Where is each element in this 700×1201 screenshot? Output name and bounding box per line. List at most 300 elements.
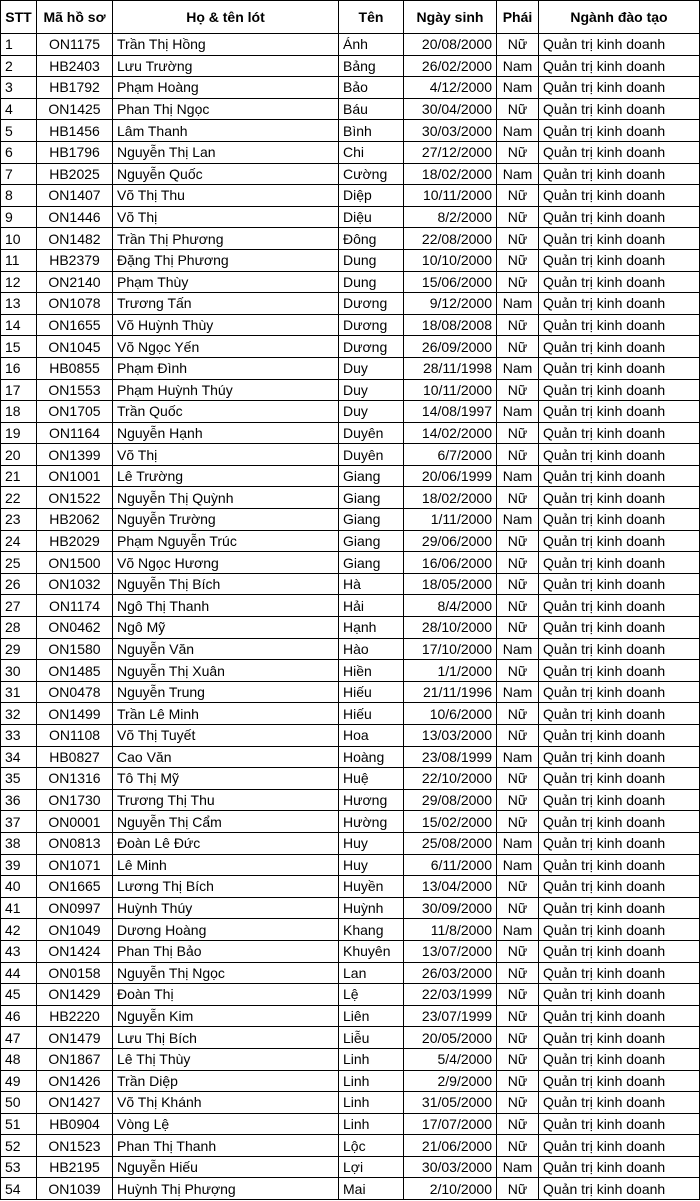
cell-record-code: ON1316 xyxy=(37,768,113,790)
cell-given-name: Đông xyxy=(339,228,404,250)
cell-major: Quản trị kinh doanh xyxy=(539,595,700,617)
cell-record-code: ON1523 xyxy=(37,1135,113,1157)
cell-record-code: ON1479 xyxy=(37,1027,113,1049)
cell-birth-date: 1/1/2000 xyxy=(404,660,497,682)
cell-major: Quản trị kinh doanh xyxy=(539,34,700,56)
cell-major: Quản trị kinh doanh xyxy=(539,703,700,725)
cell-record-code: HB1456 xyxy=(37,120,113,142)
cell-birth-date: 29/08/2000 xyxy=(404,789,497,811)
cell-given-name: Giang xyxy=(339,530,404,552)
cell-gender: Nữ xyxy=(497,573,539,595)
cell-birth-date: 28/11/1998 xyxy=(404,357,497,379)
cell-surname: Phạm Thùy xyxy=(113,271,339,293)
cell-record-code: ON1399 xyxy=(37,444,113,466)
cell-birth-date: 25/08/2000 xyxy=(404,832,497,854)
cell-surname: Trần Lê Minh xyxy=(113,703,339,725)
cell-stt: 43 xyxy=(1,940,37,962)
cell-gender: Nữ xyxy=(497,379,539,401)
cell-surname: Nguyễn Thị Ngọc xyxy=(113,962,339,984)
cell-surname: Võ Thị xyxy=(113,444,339,466)
cell-surname: Tô Thị Mỹ xyxy=(113,768,339,790)
cell-birth-date: 10/10/2000 xyxy=(404,249,497,271)
table-row xyxy=(1,141,700,163)
cell-stt: 46 xyxy=(1,1005,37,1027)
table-row xyxy=(1,832,700,854)
cell-birth-date: 18/05/2000 xyxy=(404,573,497,595)
cell-stt: 5 xyxy=(1,120,37,142)
cell-surname: Lê Thị Thùy xyxy=(113,1048,339,1070)
table-row xyxy=(1,573,700,595)
table-row xyxy=(1,681,700,703)
cell-birth-date: 1/11/2000 xyxy=(404,509,497,531)
cell-stt: 10 xyxy=(1,228,37,250)
cell-stt: 41 xyxy=(1,897,37,919)
cell-record-code: ON0997 xyxy=(37,897,113,919)
table-row xyxy=(1,336,700,358)
cell-given-name: Duy xyxy=(339,357,404,379)
cell-major: Quản trị kinh doanh xyxy=(539,379,700,401)
cell-stt: 22 xyxy=(1,487,37,509)
cell-birth-date: 6/7/2000 xyxy=(404,444,497,466)
table-row xyxy=(1,509,700,531)
table-row xyxy=(1,55,700,77)
cell-birth-date: 22/08/2000 xyxy=(404,228,497,250)
cell-given-name: Dương xyxy=(339,293,404,315)
cell-stt: 38 xyxy=(1,832,37,854)
cell-given-name: Khuyên xyxy=(339,940,404,962)
cell-stt: 32 xyxy=(1,703,37,725)
table-row xyxy=(1,1027,700,1049)
cell-surname: Nguyễn Trường xyxy=(113,509,339,531)
table-row xyxy=(1,314,700,336)
cell-gender: Nam xyxy=(497,1156,539,1178)
cell-birth-date: 15/06/2000 xyxy=(404,271,497,293)
cell-given-name: Hiếu xyxy=(339,681,404,703)
cell-major: Quản trị kinh doanh xyxy=(539,163,700,185)
cell-birth-date: 10/6/2000 xyxy=(404,703,497,725)
table-row xyxy=(1,98,700,120)
cell-surname: Võ Thị xyxy=(113,206,339,228)
cell-record-code: ON1174 xyxy=(37,595,113,617)
cell-surname: Cao Văn xyxy=(113,746,339,768)
cell-given-name: Cường xyxy=(339,163,404,185)
cell-birth-date: 26/03/2000 xyxy=(404,962,497,984)
cell-stt: 28 xyxy=(1,617,37,639)
cell-birth-date: 15/02/2000 xyxy=(404,811,497,833)
cell-major: Quản trị kinh doanh xyxy=(539,617,700,639)
cell-birth-date: 26/02/2000 xyxy=(404,55,497,77)
cell-major: Quản trị kinh doanh xyxy=(539,465,700,487)
cell-surname: Phạm Nguyễn Trúc xyxy=(113,530,339,552)
cell-stt: 49 xyxy=(1,1070,37,1092)
cell-stt: 23 xyxy=(1,509,37,531)
cell-given-name: Duyên xyxy=(339,444,404,466)
cell-surname: Đoàn Lê Đức xyxy=(113,832,339,854)
cell-record-code: ON1049 xyxy=(37,919,113,941)
cell-birth-date: 21/06/2000 xyxy=(404,1135,497,1157)
cell-major: Quản trị kinh doanh xyxy=(539,681,700,703)
cell-surname: Phan Thị Bảo xyxy=(113,940,339,962)
table-row xyxy=(1,401,700,423)
cell-birth-date: 20/05/2000 xyxy=(404,1027,497,1049)
cell-gender: Nam xyxy=(497,681,539,703)
cell-given-name: Liễu xyxy=(339,1027,404,1049)
cell-surname: Phạm Đình xyxy=(113,357,339,379)
cell-stt: 39 xyxy=(1,854,37,876)
cell-gender: Nữ xyxy=(497,962,539,984)
cell-surname: Lâm Thanh xyxy=(113,120,339,142)
header-given-name: Tên xyxy=(339,1,404,34)
cell-major: Quản trị kinh doanh xyxy=(539,98,700,120)
cell-gender: Nữ xyxy=(497,271,539,293)
cell-given-name: Hiền xyxy=(339,660,404,682)
cell-major: Quản trị kinh doanh xyxy=(539,660,700,682)
cell-given-name: Hường xyxy=(339,811,404,833)
cell-given-name: Duy xyxy=(339,401,404,423)
cell-gender: Nữ xyxy=(497,1092,539,1114)
cell-stt: 3 xyxy=(1,77,37,99)
cell-surname: Trần Thị Hồng xyxy=(113,34,339,56)
cell-record-code: ON0462 xyxy=(37,617,113,639)
cell-stt: 15 xyxy=(1,336,37,358)
cell-major: Quản trị kinh doanh xyxy=(539,1005,700,1027)
table-row xyxy=(1,940,700,962)
cell-stt: 18 xyxy=(1,401,37,423)
cell-given-name: Hải xyxy=(339,595,404,617)
cell-surname: Nguyễn Thị Quỳnh xyxy=(113,487,339,509)
table-header-row xyxy=(1,1,700,34)
cell-gender: Nữ xyxy=(497,314,539,336)
cell-major: Quản trị kinh doanh xyxy=(539,530,700,552)
cell-given-name: Hào xyxy=(339,638,404,660)
cell-gender: Nam xyxy=(497,163,539,185)
cell-gender: Nữ xyxy=(497,1178,539,1200)
cell-gender: Nữ xyxy=(497,1005,539,1027)
cell-surname: Nguyễn Thị Xuân xyxy=(113,660,339,682)
cell-record-code: ON1164 xyxy=(37,422,113,444)
cell-major: Quản trị kinh doanh xyxy=(539,1048,700,1070)
cell-stt: 34 xyxy=(1,746,37,768)
cell-stt: 25 xyxy=(1,552,37,574)
table-row xyxy=(1,120,700,142)
cell-given-name: Hạnh xyxy=(339,617,404,639)
cell-record-code: ON1427 xyxy=(37,1092,113,1114)
cell-surname: Nguyễn Hiếu xyxy=(113,1156,339,1178)
cell-given-name: Giang xyxy=(339,509,404,531)
cell-birth-date: 18/08/2008 xyxy=(404,314,497,336)
cell-birth-date: 13/04/2000 xyxy=(404,876,497,898)
cell-stt: 1 xyxy=(1,34,37,56)
cell-major: Quản trị kinh doanh xyxy=(539,725,700,747)
cell-birth-date: 14/08/1997 xyxy=(404,401,497,423)
table-row xyxy=(1,854,700,876)
cell-record-code: ON2140 xyxy=(37,271,113,293)
cell-record-code: ON1045 xyxy=(37,336,113,358)
cell-record-code: HB2379 xyxy=(37,249,113,271)
cell-major: Quản trị kinh doanh xyxy=(539,357,700,379)
cell-record-code: HB0827 xyxy=(37,746,113,768)
cell-birth-date: 8/2/2000 xyxy=(404,206,497,228)
cell-major: Quản trị kinh doanh xyxy=(539,185,700,207)
cell-stt: 54 xyxy=(1,1178,37,1200)
cell-stt: 7 xyxy=(1,163,37,185)
cell-surname: Nguyễn Quốc xyxy=(113,163,339,185)
cell-gender: Nữ xyxy=(497,789,539,811)
cell-record-code: ON1108 xyxy=(37,725,113,747)
cell-stt: 47 xyxy=(1,1027,37,1049)
table-row xyxy=(1,552,700,574)
cell-stt: 21 xyxy=(1,465,37,487)
cell-given-name: Diệu xyxy=(339,206,404,228)
cell-record-code: HB1792 xyxy=(37,77,113,99)
cell-birth-date: 18/02/2000 xyxy=(404,487,497,509)
cell-record-code: HB2029 xyxy=(37,530,113,552)
table-row xyxy=(1,293,700,315)
cell-major: Quản trị kinh doanh xyxy=(539,919,700,941)
cell-major: Quản trị kinh doanh xyxy=(539,401,700,423)
cell-surname: Phan Thị Ngọc xyxy=(113,98,339,120)
cell-major: Quản trị kinh doanh xyxy=(539,638,700,660)
cell-gender: Nam xyxy=(497,465,539,487)
cell-stt: 52 xyxy=(1,1135,37,1157)
cell-surname: Nguyễn Thị Cẩm xyxy=(113,811,339,833)
cell-gender: Nam xyxy=(497,293,539,315)
cell-surname: Võ Ngọc Yến xyxy=(113,336,339,358)
table-row xyxy=(1,487,700,509)
cell-stt: 12 xyxy=(1,271,37,293)
cell-birth-date: 31/05/2000 xyxy=(404,1092,497,1114)
cell-given-name: Dung xyxy=(339,271,404,293)
cell-gender: Nữ xyxy=(497,552,539,574)
cell-record-code: ON0478 xyxy=(37,681,113,703)
cell-given-name: Hoàng xyxy=(339,746,404,768)
cell-stt: 35 xyxy=(1,768,37,790)
cell-gender: Nam xyxy=(497,120,539,142)
cell-record-code: ON0158 xyxy=(37,962,113,984)
cell-surname: Nguyễn Thị Bích xyxy=(113,573,339,595)
cell-surname: Vòng Lệ xyxy=(113,1113,339,1135)
cell-gender: Nam xyxy=(497,919,539,941)
cell-gender: Nam xyxy=(497,401,539,423)
cell-given-name: Duy xyxy=(339,379,404,401)
cell-gender: Nam xyxy=(497,638,539,660)
cell-given-name: Hoa xyxy=(339,725,404,747)
cell-stt: 17 xyxy=(1,379,37,401)
cell-surname: Lương Thị Bích xyxy=(113,876,339,898)
cell-major: Quản trị kinh doanh xyxy=(539,487,700,509)
cell-record-code: ON1039 xyxy=(37,1178,113,1200)
cell-surname: Nguyễn Kim xyxy=(113,1005,339,1027)
cell-record-code: HB2403 xyxy=(37,55,113,77)
cell-major: Quản trị kinh doanh xyxy=(539,746,700,768)
cell-surname: Võ Thị Tuyết xyxy=(113,725,339,747)
table-row xyxy=(1,595,700,617)
cell-major: Quản trị kinh doanh xyxy=(539,832,700,854)
cell-record-code: ON1485 xyxy=(37,660,113,682)
header-surname: Họ & tên lót xyxy=(113,1,339,34)
cell-record-code: ON1500 xyxy=(37,552,113,574)
cell-birth-date: 23/08/1999 xyxy=(404,746,497,768)
cell-gender: Nam xyxy=(497,854,539,876)
table-row xyxy=(1,185,700,207)
cell-record-code: ON1867 xyxy=(37,1048,113,1070)
cell-birth-date: 30/04/2000 xyxy=(404,98,497,120)
cell-major: Quản trị kinh doanh xyxy=(539,940,700,962)
cell-birth-date: 6/11/2000 xyxy=(404,854,497,876)
table-row xyxy=(1,228,700,250)
cell-stt: 8 xyxy=(1,185,37,207)
cell-given-name: Giang xyxy=(339,487,404,509)
table-row xyxy=(1,357,700,379)
cell-birth-date: 27/12/2000 xyxy=(404,141,497,163)
table-row xyxy=(1,1048,700,1070)
cell-surname: Võ Thị Khánh xyxy=(113,1092,339,1114)
cell-major: Quản trị kinh doanh xyxy=(539,509,700,531)
cell-given-name: Lộc xyxy=(339,1135,404,1157)
cell-birth-date: 22/10/2000 xyxy=(404,768,497,790)
cell-gender: Nam xyxy=(497,77,539,99)
cell-gender: Nữ xyxy=(497,444,539,466)
cell-record-code: ON1705 xyxy=(37,401,113,423)
cell-birth-date: 17/07/2000 xyxy=(404,1113,497,1135)
table-row xyxy=(1,34,700,56)
cell-major: Quản trị kinh doanh xyxy=(539,768,700,790)
cell-birth-date: 2/10/2000 xyxy=(404,1178,497,1200)
cell-major: Quản trị kinh doanh xyxy=(539,573,700,595)
cell-gender: Nữ xyxy=(497,487,539,509)
cell-surname: Võ Thị Thu xyxy=(113,185,339,207)
table-row xyxy=(1,422,700,444)
cell-record-code: ON1407 xyxy=(37,185,113,207)
cell-surname: Phạm Huỳnh Thúy xyxy=(113,379,339,401)
cell-birth-date: 14/02/2000 xyxy=(404,422,497,444)
cell-stt: 45 xyxy=(1,984,37,1006)
cell-gender: Nữ xyxy=(497,228,539,250)
cell-record-code: ON1499 xyxy=(37,703,113,725)
cell-record-code: HB2025 xyxy=(37,163,113,185)
cell-gender: Nữ xyxy=(497,1048,539,1070)
cell-record-code: ON1071 xyxy=(37,854,113,876)
cell-major: Quản trị kinh doanh xyxy=(539,1135,700,1157)
cell-gender: Nữ xyxy=(497,336,539,358)
cell-given-name: Hiếu xyxy=(339,703,404,725)
cell-gender: Nữ xyxy=(497,1070,539,1092)
header-birth-date: Ngày sinh xyxy=(404,1,497,34)
cell-stt: 31 xyxy=(1,681,37,703)
table-row xyxy=(1,465,700,487)
cell-given-name: Linh xyxy=(339,1070,404,1092)
header-major: Ngành đào tạo xyxy=(539,1,700,34)
cell-surname: Ngô Thị Thanh xyxy=(113,595,339,617)
cell-major: Quản trị kinh doanh xyxy=(539,876,700,898)
cell-given-name: Bảng xyxy=(339,55,404,77)
cell-major: Quản trị kinh doanh xyxy=(539,271,700,293)
cell-gender: Nam xyxy=(497,746,539,768)
cell-gender: Nữ xyxy=(497,768,539,790)
cell-birth-date: 9/12/2000 xyxy=(404,293,497,315)
cell-gender: Nữ xyxy=(497,530,539,552)
cell-gender: Nam xyxy=(497,55,539,77)
cell-given-name: Bảo xyxy=(339,77,404,99)
cell-gender: Nữ xyxy=(497,660,539,682)
cell-gender: Nữ xyxy=(497,98,539,120)
cell-stt: 40 xyxy=(1,876,37,898)
cell-surname: Dương Hoàng xyxy=(113,919,339,941)
cell-given-name: Linh xyxy=(339,1092,404,1114)
table-row xyxy=(1,746,700,768)
cell-stt: 48 xyxy=(1,1048,37,1070)
cell-surname: Nguyễn Trung xyxy=(113,681,339,703)
cell-record-code: ON1429 xyxy=(37,984,113,1006)
cell-record-code: HB2195 xyxy=(37,1156,113,1178)
cell-record-code: ON1730 xyxy=(37,789,113,811)
cell-stt: 19 xyxy=(1,422,37,444)
cell-birth-date: 18/02/2000 xyxy=(404,163,497,185)
cell-gender: Nữ xyxy=(497,984,539,1006)
cell-birth-date: 30/09/2000 xyxy=(404,897,497,919)
cell-major: Quản trị kinh doanh xyxy=(539,1113,700,1135)
cell-record-code: ON1001 xyxy=(37,465,113,487)
cell-birth-date: 20/06/1999 xyxy=(404,465,497,487)
cell-given-name: Dương xyxy=(339,314,404,336)
cell-major: Quản trị kinh doanh xyxy=(539,422,700,444)
cell-major: Quản trị kinh doanh xyxy=(539,228,700,250)
cell-major: Quản trị kinh doanh xyxy=(539,314,700,336)
cell-birth-date: 26/09/2000 xyxy=(404,336,497,358)
table-row xyxy=(1,163,700,185)
cell-stt: 13 xyxy=(1,293,37,315)
cell-birth-date: 21/11/1996 xyxy=(404,681,497,703)
table-row xyxy=(1,77,700,99)
header-gender: Phái xyxy=(497,1,539,34)
cell-record-code: ON1665 xyxy=(37,876,113,898)
cell-major: Quản trị kinh doanh xyxy=(539,55,700,77)
table-row xyxy=(1,962,700,984)
cell-given-name: Linh xyxy=(339,1048,404,1070)
cell-major: Quản trị kinh doanh xyxy=(539,1092,700,1114)
cell-surname: Lưu Trường xyxy=(113,55,339,77)
cell-record-code: ON1655 xyxy=(37,314,113,336)
table-row xyxy=(1,1070,700,1092)
cell-surname: Võ Huỳnh Thùy xyxy=(113,314,339,336)
cell-given-name: Diệp xyxy=(339,185,404,207)
cell-given-name: Giang xyxy=(339,552,404,574)
cell-given-name: Dương xyxy=(339,336,404,358)
cell-birth-date: 13/03/2000 xyxy=(404,725,497,747)
cell-surname: Phạm Hoàng xyxy=(113,77,339,99)
cell-given-name: Lợi xyxy=(339,1156,404,1178)
cell-given-name: Hà xyxy=(339,573,404,595)
cell-major: Quản trị kinh doanh xyxy=(539,141,700,163)
cell-major: Quản trị kinh doanh xyxy=(539,552,700,574)
cell-given-name: Lan xyxy=(339,962,404,984)
cell-record-code: ON1078 xyxy=(37,293,113,315)
table-row xyxy=(1,444,700,466)
cell-stt: 50 xyxy=(1,1092,37,1114)
cell-birth-date: 8/4/2000 xyxy=(404,595,497,617)
cell-surname: Nguyễn Hạnh xyxy=(113,422,339,444)
cell-surname: Trần Thị Phương xyxy=(113,228,339,250)
cell-given-name: Huy xyxy=(339,854,404,876)
cell-gender: Nữ xyxy=(497,703,539,725)
cell-surname: Trần Quốc xyxy=(113,401,339,423)
table-row xyxy=(1,1178,700,1200)
cell-stt: 2 xyxy=(1,55,37,77)
cell-gender: Nữ xyxy=(497,897,539,919)
cell-birth-date: 10/11/2000 xyxy=(404,185,497,207)
table-row xyxy=(1,1156,700,1178)
cell-record-code: ON1426 xyxy=(37,1070,113,1092)
